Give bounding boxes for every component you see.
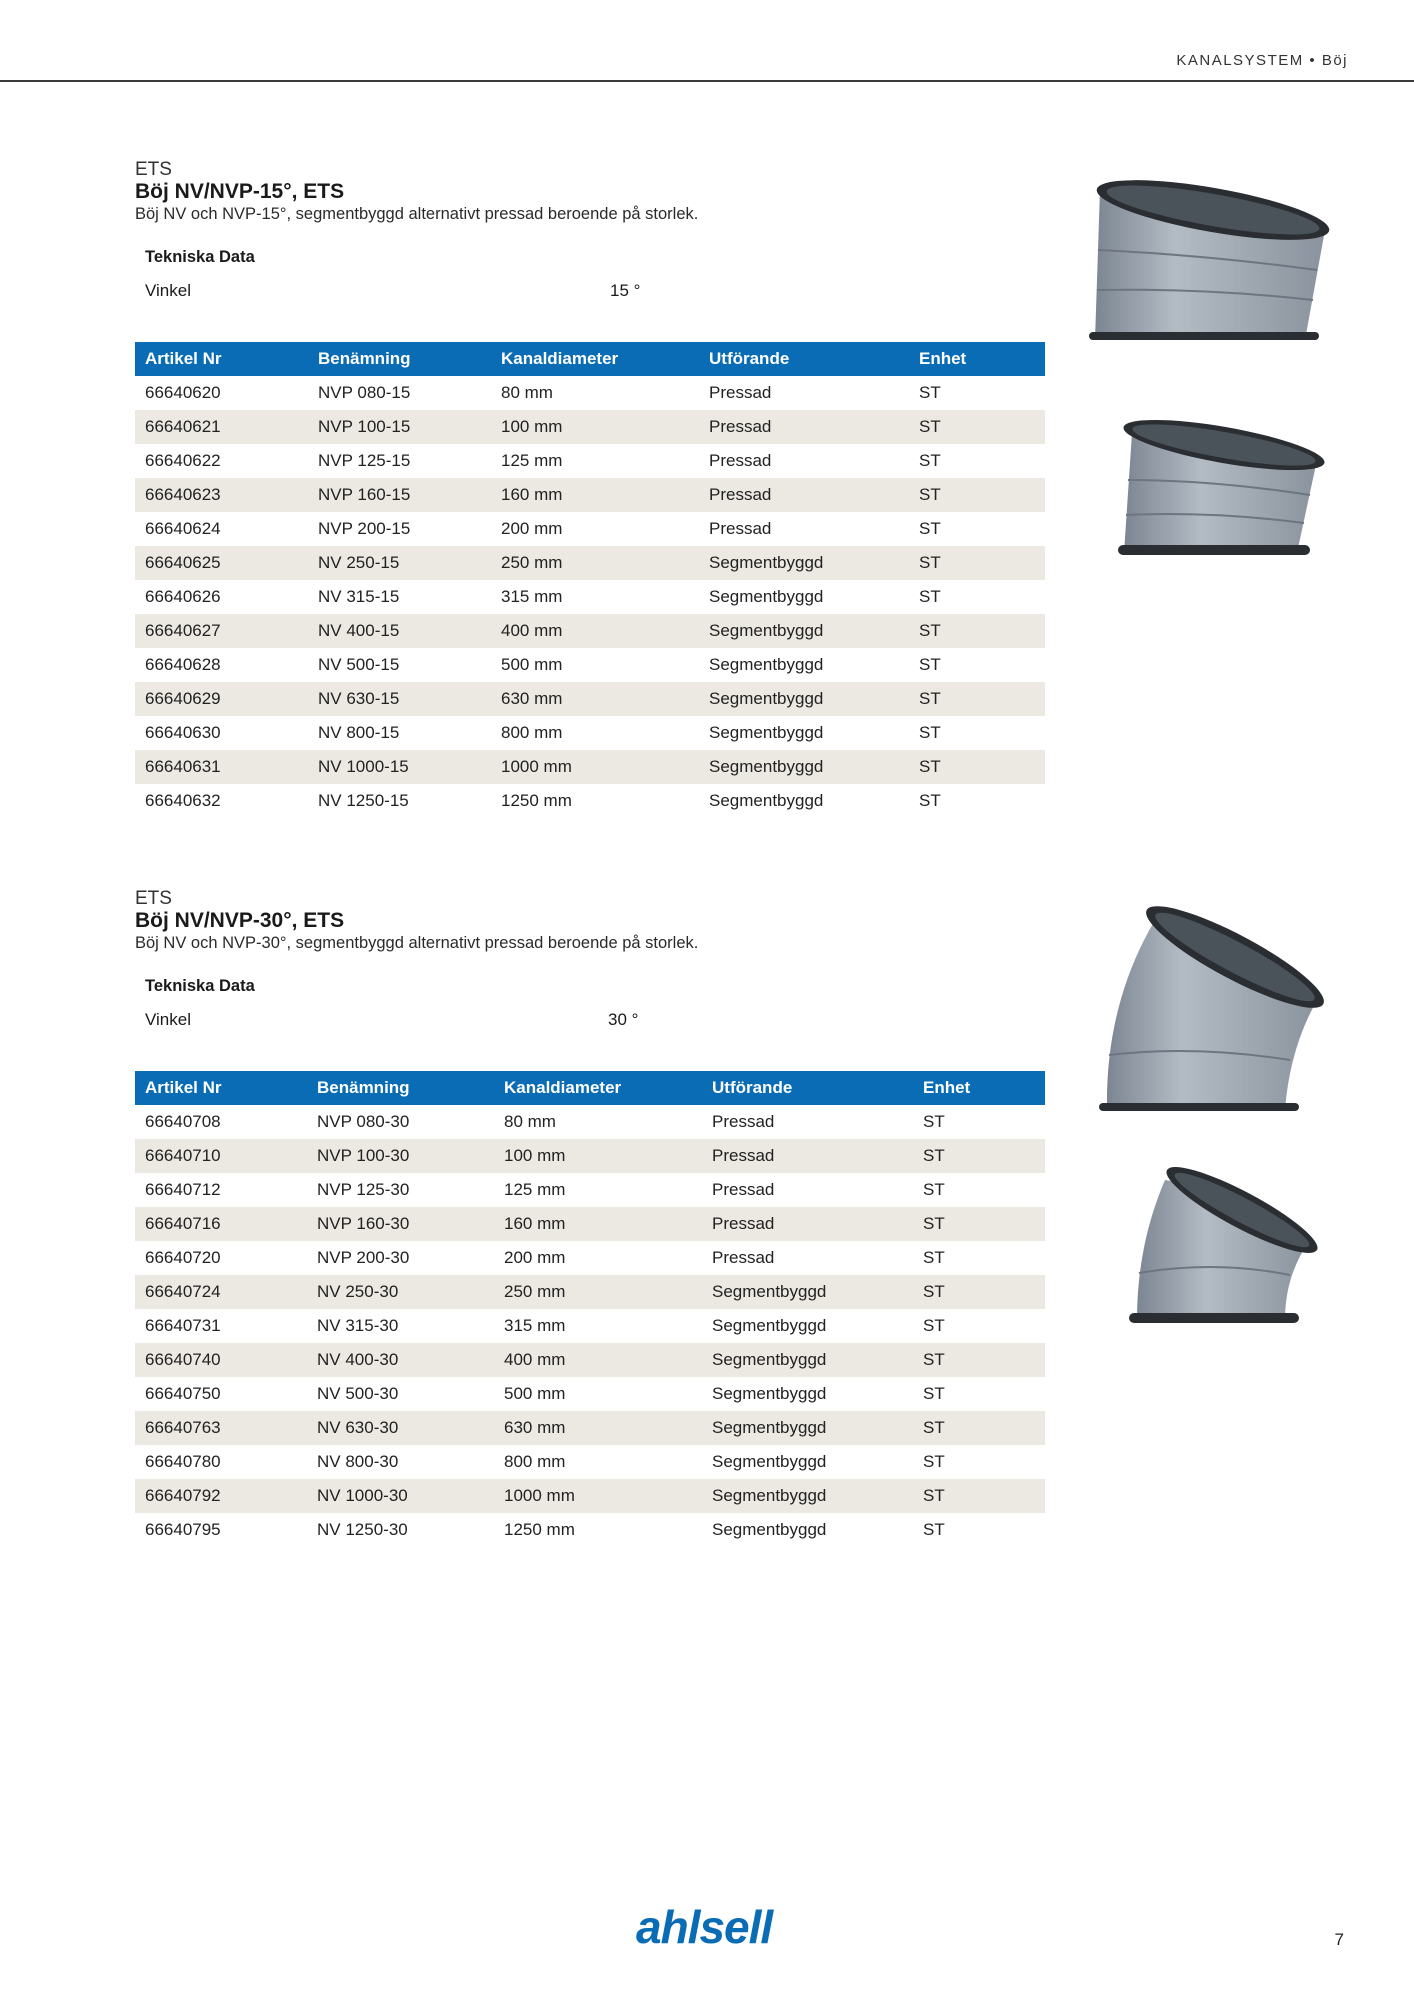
table-row bbox=[135, 750, 1045, 784]
table-cell: 100 mm bbox=[504, 1146, 566, 1165]
table-cell: Segmentbyggd bbox=[712, 1486, 827, 1505]
table-cell: NVP 200-15 bbox=[318, 519, 411, 538]
table-cell: ST bbox=[923, 1282, 945, 1301]
table-body bbox=[135, 1105, 1045, 1547]
column-header: Utförande bbox=[709, 349, 790, 368]
table-row bbox=[135, 1479, 1045, 1513]
table-cell: NV 630-15 bbox=[318, 689, 400, 708]
table-row bbox=[135, 580, 1045, 614]
spec-heading: Tekniska Data bbox=[145, 977, 255, 995]
table-cell: NV 400-15 bbox=[318, 621, 400, 640]
table-cell: 66640708 bbox=[145, 1112, 221, 1131]
table-cell: 500 mm bbox=[504, 1384, 566, 1403]
table-cell: ST bbox=[919, 621, 941, 640]
column-header: Utförande bbox=[712, 1078, 793, 1097]
table-cell: 66640620 bbox=[145, 383, 221, 402]
brand-label: ETS bbox=[135, 888, 172, 909]
table-cell: 66640627 bbox=[145, 621, 221, 640]
table-cell: ST bbox=[923, 1180, 945, 1199]
table-cell: 250 mm bbox=[501, 553, 563, 572]
spec-heading: Tekniska Data bbox=[145, 248, 255, 266]
table-cell: Segmentbyggd bbox=[712, 1316, 827, 1335]
brand-label: ETS bbox=[135, 159, 172, 180]
table-cell: Segmentbyggd bbox=[709, 757, 824, 776]
table-body bbox=[135, 376, 1045, 818]
table-cell: Segmentbyggd bbox=[709, 689, 824, 708]
table-cell: Segmentbyggd bbox=[709, 621, 824, 640]
table-cell: 1250 mm bbox=[501, 791, 572, 810]
table-cell: ST bbox=[919, 655, 941, 674]
table-row bbox=[135, 1411, 1045, 1445]
product-description: Böj NV och NVP-30°, segmentbyggd alternativt pressad beroende på storlek. bbox=[135, 934, 699, 952]
table-cell: 250 mm bbox=[504, 1282, 566, 1301]
page-number: 7 bbox=[1334, 1930, 1344, 1949]
column-header: Artikel Nr bbox=[145, 1078, 222, 1097]
table-cell: 66640750 bbox=[145, 1384, 221, 1403]
table-row bbox=[135, 682, 1045, 716]
table-row bbox=[135, 648, 1045, 682]
spec-value: 30 ° bbox=[608, 1010, 639, 1029]
table-cell: Pressad bbox=[709, 519, 772, 538]
table-cell: 66640780 bbox=[145, 1452, 221, 1471]
table-cell: 66640624 bbox=[145, 519, 221, 538]
table-row bbox=[135, 478, 1045, 512]
table-cell: 1000 mm bbox=[501, 757, 572, 776]
table-cell: Segmentbyggd bbox=[712, 1282, 827, 1301]
table-cell: ST bbox=[919, 417, 941, 436]
table-cell: ST bbox=[923, 1316, 945, 1335]
table-cell: 66640716 bbox=[145, 1214, 221, 1233]
table-cell: 66640792 bbox=[145, 1486, 221, 1505]
table-cell: Pressad bbox=[712, 1112, 775, 1131]
table-cell: Segmentbyggd bbox=[709, 587, 824, 606]
table-cell: ST bbox=[923, 1418, 945, 1437]
table-cell: ST bbox=[919, 689, 941, 708]
table-cell: 80 mm bbox=[504, 1112, 556, 1131]
table-cell: 66640712 bbox=[145, 1180, 221, 1199]
table-cell: 66640632 bbox=[145, 791, 221, 810]
table-cell: 800 mm bbox=[504, 1452, 566, 1471]
table-cell: Segmentbyggd bbox=[712, 1418, 827, 1437]
product-title: Böj NV/NVP-15°, ETS bbox=[135, 180, 345, 203]
column-header: Enhet bbox=[923, 1078, 971, 1097]
table-cell: ST bbox=[923, 1112, 945, 1131]
table-cell: 80 mm bbox=[501, 383, 553, 402]
table-cell: NV 800-15 bbox=[318, 723, 400, 742]
table-cell: Pressad bbox=[712, 1146, 775, 1165]
table-row bbox=[135, 1513, 1045, 1547]
spec-row-angle bbox=[145, 1010, 1045, 1032]
table-cell: NVP 125-15 bbox=[318, 451, 411, 470]
table-cell: NV 800-30 bbox=[317, 1452, 399, 1471]
table-cell: NVP 080-15 bbox=[318, 383, 411, 402]
table-cell: 66640731 bbox=[145, 1316, 221, 1335]
table-cell: 400 mm bbox=[501, 621, 563, 640]
table-cell: 125 mm bbox=[501, 451, 563, 470]
table-row bbox=[135, 376, 1045, 410]
table-cell: 66640740 bbox=[145, 1350, 221, 1369]
table-cell: Segmentbyggd bbox=[709, 791, 824, 810]
table-cell: 66640631 bbox=[145, 757, 221, 776]
table-row bbox=[135, 512, 1045, 546]
bend-30-segment-image bbox=[1095, 895, 1335, 1120]
table-cell: 66640625 bbox=[145, 553, 221, 572]
table-row bbox=[135, 1377, 1045, 1411]
table-cell: NV 630-30 bbox=[317, 1418, 399, 1437]
table-cell: ST bbox=[923, 1486, 945, 1505]
table-cell: Segmentbyggd bbox=[712, 1384, 827, 1403]
table-cell: ST bbox=[919, 553, 941, 572]
table-cell: NV 315-15 bbox=[318, 587, 400, 606]
table-row bbox=[135, 1173, 1045, 1207]
table-cell: Pressad bbox=[709, 485, 772, 504]
table-row bbox=[135, 1139, 1045, 1173]
table-cell: Segmentbyggd bbox=[712, 1520, 827, 1539]
table-cell: Segmentbyggd bbox=[709, 553, 824, 572]
table-cell: 630 mm bbox=[504, 1418, 566, 1437]
table-cell: Pressad bbox=[709, 417, 772, 436]
article-table bbox=[135, 1071, 1045, 1547]
table-cell: ST bbox=[923, 1146, 945, 1165]
table-cell: 200 mm bbox=[504, 1248, 566, 1267]
table-cell: ST bbox=[919, 757, 941, 776]
table-cell: 66640710 bbox=[145, 1146, 221, 1165]
spec-label: Vinkel bbox=[145, 281, 191, 300]
table-cell: ST bbox=[919, 519, 941, 538]
table-row bbox=[135, 1309, 1045, 1343]
table-cell: 66640621 bbox=[145, 417, 221, 436]
table-cell: Segmentbyggd bbox=[712, 1350, 827, 1369]
spec-row-angle bbox=[145, 281, 1045, 303]
table-cell: Pressad bbox=[712, 1248, 775, 1267]
product-description: Böj NV och NVP-15°, segmentbyggd alternativt pressad beroende på storlek. bbox=[135, 205, 699, 223]
table-cell: NV 1250-15 bbox=[318, 791, 409, 810]
spec-label: Vinkel bbox=[145, 1010, 191, 1029]
table-cell: NV 500-15 bbox=[318, 655, 400, 674]
table-cell: 500 mm bbox=[501, 655, 563, 674]
table-cell: 100 mm bbox=[501, 417, 563, 436]
table-cell: ST bbox=[919, 587, 941, 606]
table-cell: NVP 125-30 bbox=[317, 1180, 410, 1199]
table-row bbox=[135, 410, 1045, 444]
table-cell: 66640629 bbox=[145, 689, 221, 708]
column-header: Benämning bbox=[317, 1078, 410, 1097]
table-cell: 315 mm bbox=[501, 587, 563, 606]
column-header: Kanaldiameter bbox=[504, 1078, 622, 1097]
table-cell: Segmentbyggd bbox=[712, 1452, 827, 1471]
bend-30-pressed-image bbox=[1125, 1155, 1335, 1330]
table-row bbox=[135, 1275, 1045, 1309]
table-cell: ST bbox=[923, 1520, 945, 1539]
table-cell: 315 mm bbox=[504, 1316, 566, 1335]
table-row bbox=[135, 784, 1045, 818]
table-cell: 125 mm bbox=[504, 1180, 566, 1199]
table-cell: NV 250-15 bbox=[318, 553, 400, 572]
table-row bbox=[135, 1105, 1045, 1139]
table-cell: 66640630 bbox=[145, 723, 221, 742]
table-cell: NV 1000-30 bbox=[317, 1486, 408, 1505]
table-cell: 800 mm bbox=[501, 723, 563, 742]
table-row bbox=[135, 1445, 1045, 1479]
table-row bbox=[135, 716, 1045, 750]
table-row bbox=[135, 546, 1045, 580]
table-cell: ST bbox=[923, 1248, 945, 1267]
table-cell: NVP 100-15 bbox=[318, 417, 411, 436]
table-cell: ST bbox=[923, 1452, 945, 1471]
table-row bbox=[135, 614, 1045, 648]
table-cell: 66640724 bbox=[145, 1282, 221, 1301]
table-cell: ST bbox=[919, 383, 941, 402]
table-cell: 66640623 bbox=[145, 485, 221, 504]
header-divider bbox=[0, 80, 1414, 82]
column-header: Kanaldiameter bbox=[501, 349, 619, 368]
table-cell: NV 315-30 bbox=[317, 1316, 399, 1335]
table-cell: 160 mm bbox=[504, 1214, 566, 1233]
table-cell: NV 1250-30 bbox=[317, 1520, 408, 1539]
table-header-row bbox=[135, 342, 1045, 376]
spec-value: 15 ° bbox=[610, 281, 641, 300]
table-cell: 630 mm bbox=[501, 689, 563, 708]
table-cell: NVP 160-15 bbox=[318, 485, 411, 504]
bend-15-pressed-image bbox=[1112, 405, 1342, 565]
table-cell: ST bbox=[919, 485, 941, 504]
table-cell: NVP 080-30 bbox=[317, 1112, 410, 1131]
table-row bbox=[135, 1343, 1045, 1377]
table-cell: 66640795 bbox=[145, 1520, 221, 1539]
table-cell: ST bbox=[923, 1214, 945, 1233]
table-cell: NV 500-30 bbox=[317, 1384, 399, 1403]
table-cell: 66640622 bbox=[145, 451, 221, 470]
table-row bbox=[135, 1207, 1045, 1241]
table-cell: 160 mm bbox=[501, 485, 563, 504]
table-cell: ST bbox=[919, 723, 941, 742]
ahlsell-logo: ahlsell bbox=[636, 1901, 773, 1953]
bend-15-segment-image bbox=[1085, 160, 1345, 350]
table-cell: Segmentbyggd bbox=[709, 723, 824, 742]
column-header: Artikel Nr bbox=[145, 349, 222, 368]
table-cell: Pressad bbox=[712, 1214, 775, 1233]
column-header: Benämning bbox=[318, 349, 411, 368]
table-cell: 66640628 bbox=[145, 655, 221, 674]
table-cell: ST bbox=[923, 1384, 945, 1403]
table-cell: 66640626 bbox=[145, 587, 221, 606]
table-cell: Segmentbyggd bbox=[709, 655, 824, 674]
table-cell: 66640720 bbox=[145, 1248, 221, 1267]
article-table bbox=[135, 342, 1045, 818]
table-cell: NVP 100-30 bbox=[317, 1146, 410, 1165]
table-cell: 200 mm bbox=[501, 519, 563, 538]
product-title: Böj NV/NVP-30°, ETS bbox=[135, 909, 345, 932]
table-cell: 400 mm bbox=[504, 1350, 566, 1369]
table-cell: ST bbox=[919, 791, 941, 810]
table-cell: NV 250-30 bbox=[317, 1282, 399, 1301]
table-row bbox=[135, 444, 1045, 478]
table-cell: Pressad bbox=[712, 1180, 775, 1199]
table-cell: 66640763 bbox=[145, 1418, 221, 1437]
table-header-row bbox=[135, 1071, 1045, 1105]
table-cell: NV 400-30 bbox=[317, 1350, 399, 1369]
product-section-30 bbox=[135, 889, 1045, 1547]
table-cell: ST bbox=[923, 1350, 945, 1369]
table-cell: ST bbox=[919, 451, 941, 470]
table-cell: NVP 160-30 bbox=[317, 1214, 410, 1233]
table-row bbox=[135, 1241, 1045, 1275]
table-cell: NVP 200-30 bbox=[317, 1248, 410, 1267]
table-cell: 1250 mm bbox=[504, 1520, 575, 1539]
column-header: Enhet bbox=[919, 349, 967, 368]
product-section-15 bbox=[135, 160, 1045, 818]
table-cell: Pressad bbox=[709, 451, 772, 470]
header-breadcrumb: KANALSYSTEM • Böj bbox=[1176, 52, 1348, 69]
table-cell: 1000 mm bbox=[504, 1486, 575, 1505]
table-cell: Pressad bbox=[709, 383, 772, 402]
table-cell: NV 1000-15 bbox=[318, 757, 409, 776]
